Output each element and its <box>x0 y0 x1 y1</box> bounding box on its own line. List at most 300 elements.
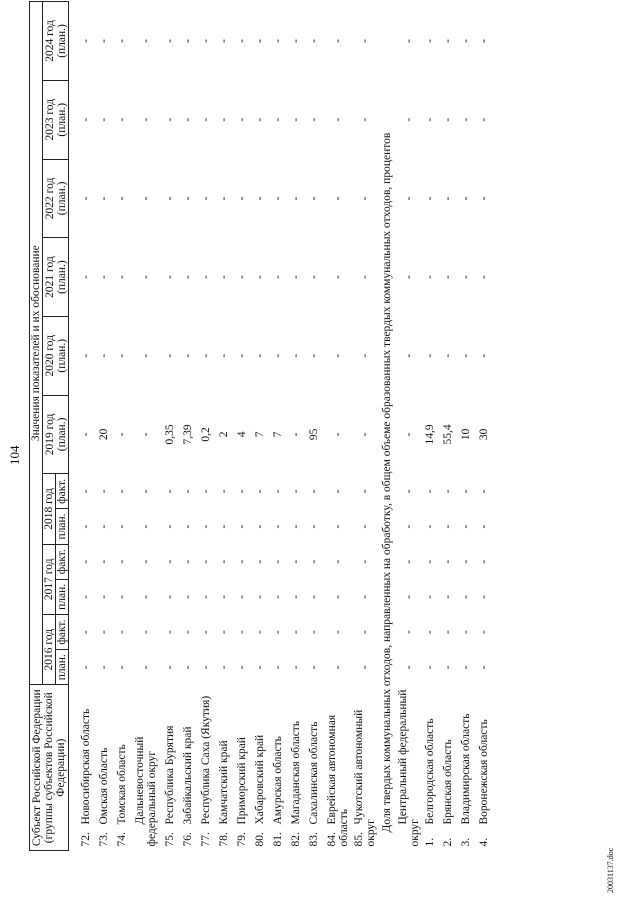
value-cell: - <box>308 117 320 122</box>
table-row <box>421 2 439 851</box>
value-cell: - <box>442 665 454 670</box>
value-cell: - <box>200 196 212 201</box>
value-cell: - <box>272 196 284 201</box>
table-row <box>353 2 377 851</box>
row-number: 84. <box>326 832 338 847</box>
value-cell: - <box>272 594 284 599</box>
value-cell: - <box>80 489 92 494</box>
value-cell: - <box>290 275 302 279</box>
row-number: 81. <box>272 832 284 847</box>
value-cell: - <box>442 196 454 201</box>
value-cell: - <box>116 524 128 529</box>
value-cell: - <box>478 117 490 122</box>
value-2019-cell: 0,35 <box>164 424 176 445</box>
value-cell: - <box>116 594 128 599</box>
value-cell: - <box>424 630 436 635</box>
value-cell: - <box>80 630 92 635</box>
table-body <box>69 2 494 851</box>
value-cell: - <box>98 489 110 494</box>
value-cell: - <box>98 559 110 564</box>
value-cell: - <box>272 630 284 635</box>
value-cell: - <box>290 117 302 122</box>
value-cell: - <box>290 196 302 201</box>
value-cell: - <box>254 39 266 43</box>
value-cell: - <box>80 196 92 201</box>
value-cell: - <box>424 524 436 529</box>
subject-name-cell <box>305 685 323 851</box>
value-cell: - <box>272 275 284 279</box>
subject-name: Камчатский край <box>218 740 230 825</box>
value-cell: - <box>359 594 371 599</box>
value-cell: - <box>442 524 454 529</box>
value-cell: - <box>164 559 176 564</box>
value-cell: - <box>236 353 248 358</box>
subject-name: Дальневосточный федеральный округ <box>134 736 158 847</box>
value-cell: - <box>164 594 176 599</box>
value-2019-cell: - <box>403 432 415 437</box>
value-cell: - <box>290 489 302 494</box>
value-cell: - <box>290 39 302 43</box>
value-cell: - <box>403 524 415 529</box>
value-cell: - <box>200 630 212 635</box>
table-row <box>95 2 113 851</box>
value-cell: - <box>460 594 472 599</box>
table-row <box>269 2 287 851</box>
table-row <box>397 2 421 851</box>
value-2019-cell: 7 <box>254 431 266 438</box>
value-cell: - <box>308 559 320 564</box>
value-cell: - <box>290 559 302 564</box>
value-2019-cell: 7,39 <box>182 424 194 445</box>
value-cell: - <box>359 524 371 529</box>
value-cell: - <box>460 489 472 494</box>
value-cell: - <box>332 39 344 43</box>
value-cell: - <box>254 665 266 670</box>
value-cell: - <box>98 630 110 635</box>
row-number: 79. <box>236 832 248 847</box>
row-number: 85. <box>353 832 365 847</box>
subject-name: Белгородская область <box>424 718 436 825</box>
table-row <box>323 2 353 851</box>
row-number: 77. <box>200 832 212 847</box>
value-cell: - <box>424 594 436 599</box>
value-cell: - <box>98 353 110 358</box>
table-row <box>439 2 457 851</box>
page-number: 104 <box>7 445 22 465</box>
value-cell: - <box>218 559 230 564</box>
value-cell: - <box>359 630 371 635</box>
value-cell: - <box>478 489 490 494</box>
value-cell: - <box>290 524 302 529</box>
value-cell: - <box>403 594 415 599</box>
value-cell: - <box>290 353 302 358</box>
value-cell: - <box>236 39 248 43</box>
value-cell: - <box>478 594 490 599</box>
value-cell: - <box>116 489 128 494</box>
value-2019-cell: - <box>116 432 128 437</box>
value-cell: - <box>359 559 371 564</box>
value-cell: - <box>236 594 248 599</box>
value-cell: - <box>359 117 371 122</box>
table-row <box>197 2 215 851</box>
value-cell: - <box>308 353 320 358</box>
value-cell: - <box>200 117 212 122</box>
table-row <box>113 2 131 851</box>
value-cell: - <box>98 196 110 201</box>
row-number: 80. <box>254 832 266 847</box>
value-cell: - <box>218 39 230 43</box>
row-number: 4. <box>478 837 490 847</box>
value-cell: - <box>403 39 415 43</box>
subject-name-cell <box>439 685 457 851</box>
value-cell: - <box>116 275 128 279</box>
year-2017-header: 2017 год <box>43 544 56 614</box>
value-cell: - <box>140 353 152 358</box>
value-cell: - <box>236 524 248 529</box>
value-cell: - <box>140 117 152 122</box>
value-cell: - <box>442 594 454 599</box>
subject-name-cell <box>161 685 179 851</box>
value-cell: - <box>116 630 128 635</box>
subject-name: Магаданская область <box>290 720 302 825</box>
value-cell: - <box>460 39 472 43</box>
value-cell: - <box>478 39 490 43</box>
value-cell: - <box>236 630 248 635</box>
value-cell: - <box>308 39 320 43</box>
value-2019-cell: 7 <box>272 431 284 438</box>
subject-name-cell <box>323 685 353 851</box>
value-cell: - <box>442 353 454 358</box>
fact-2017-header: факт. <box>56 544 69 579</box>
value-cell: - <box>116 559 128 564</box>
fact-2018-header: факт. <box>56 474 69 509</box>
value-cell: - <box>98 275 110 279</box>
year-2018-header: 2018 год <box>43 474 56 544</box>
value-cell: - <box>442 559 454 564</box>
table-row <box>233 2 251 851</box>
value-cell: - <box>140 665 152 670</box>
value-cell: - <box>80 665 92 670</box>
subject-name: Еврейская автономная область <box>326 714 350 847</box>
value-cell: - <box>218 524 230 529</box>
value-cell: - <box>424 275 436 279</box>
value-cell: - <box>182 665 194 670</box>
value-cell: - <box>359 196 371 201</box>
value-2019-cell: - <box>359 432 371 437</box>
value-cell: - <box>254 196 266 201</box>
value-cell: - <box>182 630 194 635</box>
value-cell: - <box>80 559 92 564</box>
value-cell: - <box>98 665 110 670</box>
value-cell: - <box>164 524 176 529</box>
value-cell: - <box>332 275 344 279</box>
value-cell: - <box>359 39 371 43</box>
subject-name-cell <box>215 685 233 851</box>
value-cell: - <box>254 117 266 122</box>
table-row <box>161 2 179 851</box>
year-2022-header: 2022 год (план.) <box>43 159 69 238</box>
value-cell: - <box>164 196 176 201</box>
value-cell: - <box>290 630 302 635</box>
value-cell: - <box>424 489 436 494</box>
subject-name: Новосибирская область <box>80 708 92 825</box>
subject-name-cell <box>421 685 439 851</box>
value-cell: - <box>200 353 212 358</box>
document-code: 20031137.doc <box>606 847 615 893</box>
subject-name: Брянская область <box>442 739 454 825</box>
value-cell: - <box>272 353 284 358</box>
value-cell: - <box>218 353 230 358</box>
value-cell: - <box>116 665 128 670</box>
value-cell: - <box>403 630 415 635</box>
subject-name-cell <box>353 685 377 851</box>
plan-2018-header: план. <box>56 509 69 544</box>
table-row <box>287 2 305 851</box>
subject-name: Республика Бурятия <box>164 725 176 825</box>
value-cell: - <box>164 275 176 279</box>
value-cell: - <box>80 39 92 43</box>
value-cell: - <box>164 39 176 43</box>
value-2019-cell: 4 <box>236 431 248 438</box>
table-row <box>457 2 475 851</box>
table-row <box>215 2 233 851</box>
value-cell: - <box>424 117 436 122</box>
value-2019-cell: - <box>332 432 344 437</box>
row-number: 3. <box>460 837 472 847</box>
value-cell: - <box>140 630 152 635</box>
value-cell: - <box>182 489 194 494</box>
value-cell: - <box>182 117 194 122</box>
subject-name-cell <box>251 685 269 851</box>
subject-name: Забайкальский край <box>182 726 194 825</box>
value-cell: - <box>200 39 212 43</box>
value-cell: - <box>308 630 320 635</box>
value-cell: - <box>478 630 490 635</box>
subject-name: Воронежская область <box>478 719 490 825</box>
value-2019-cell: 2 <box>218 431 230 438</box>
table-row <box>131 2 161 851</box>
plan-2016-header: план. <box>56 650 69 685</box>
value-cell: - <box>460 117 472 122</box>
value-cell: - <box>140 489 152 494</box>
row-number: 82. <box>290 832 302 847</box>
value-cell: - <box>442 489 454 494</box>
value-cell: - <box>140 196 152 201</box>
value-cell: - <box>442 630 454 635</box>
value-cell: - <box>308 665 320 670</box>
subject-name: Томская область <box>116 744 128 825</box>
table-row <box>179 2 197 851</box>
value-cell: - <box>359 489 371 494</box>
value-cell: - <box>182 594 194 599</box>
table-row <box>251 2 269 851</box>
value-cell: - <box>98 594 110 599</box>
value-2019-cell: 30 <box>478 428 490 441</box>
value-cell: - <box>359 665 371 670</box>
value-cell: - <box>200 524 212 529</box>
value-cell: - <box>116 117 128 122</box>
row-number: 76. <box>182 832 194 847</box>
value-cell: - <box>332 594 344 599</box>
value-2019-cell: 0,2 <box>200 427 212 442</box>
value-cell: - <box>424 665 436 670</box>
value-cell: - <box>442 39 454 43</box>
subject-name-cell <box>95 685 113 851</box>
value-cell: - <box>182 524 194 529</box>
value-cell: - <box>460 559 472 564</box>
value-cell: - <box>116 39 128 43</box>
value-cell: - <box>164 353 176 358</box>
value-cell: - <box>140 594 152 599</box>
value-cell: - <box>403 117 415 122</box>
subject-name-cell <box>131 685 161 851</box>
value-cell: - <box>424 353 436 358</box>
value-cell: - <box>442 275 454 279</box>
value-cell: - <box>98 39 110 43</box>
value-cell: - <box>332 559 344 564</box>
value-cell: - <box>460 665 472 670</box>
value-2019-cell: 20 <box>98 428 110 441</box>
subject-name: Республика Саха (Якутия) <box>200 695 212 825</box>
value-cell: - <box>140 39 152 43</box>
value-cell: - <box>182 275 194 279</box>
value-cell: - <box>290 665 302 670</box>
value-cell: - <box>308 196 320 201</box>
value-cell: - <box>80 594 92 599</box>
value-cell: - <box>272 39 284 43</box>
fact-2016-header: факт. <box>56 615 69 650</box>
year-2024-header: 2024 год (план.) <box>43 2 69 81</box>
row-number: 1. <box>424 837 436 847</box>
value-cell: - <box>182 559 194 564</box>
value-cell: - <box>424 39 436 43</box>
subject-name-cell <box>457 685 475 851</box>
plan-2017-header: план. <box>56 579 69 614</box>
value-cell: - <box>460 275 472 279</box>
table-row <box>69 2 96 851</box>
value-cell: - <box>460 630 472 635</box>
subject-name-cell <box>179 685 197 851</box>
value-cell: - <box>200 559 212 564</box>
value-cell: - <box>308 275 320 279</box>
value-cell: - <box>254 559 266 564</box>
year-2023-header: 2023 год (план.) <box>43 80 69 159</box>
value-cell: - <box>80 275 92 279</box>
value-cell: - <box>460 524 472 529</box>
value-cell: - <box>460 196 472 201</box>
value-cell: - <box>272 489 284 494</box>
year-2016-header: 2016 год <box>43 615 56 685</box>
value-cell: - <box>200 275 212 279</box>
value-cell: - <box>182 39 194 43</box>
value-cell: - <box>442 117 454 122</box>
value-cell: - <box>140 559 152 564</box>
value-cell: - <box>218 630 230 635</box>
row-number: 2. <box>442 837 454 847</box>
value-cell: - <box>164 117 176 122</box>
value-cell: - <box>478 524 490 529</box>
subject-name: Амурская область <box>272 736 284 825</box>
value-cell: - <box>478 665 490 670</box>
value-cell: - <box>254 524 266 529</box>
table-row <box>475 2 493 851</box>
value-cell: - <box>272 117 284 122</box>
value-cell: - <box>80 117 92 122</box>
value-cell: - <box>424 559 436 564</box>
value-cell: - <box>236 196 248 201</box>
value-cell: - <box>359 353 371 358</box>
value-2019-cell: 95 <box>308 428 320 441</box>
value-cell: - <box>200 594 212 599</box>
value-cell: - <box>116 196 128 201</box>
value-cell: - <box>218 117 230 122</box>
value-cell: - <box>332 489 344 494</box>
value-cell: - <box>80 524 92 529</box>
value-cell: - <box>164 665 176 670</box>
value-cell: - <box>272 665 284 670</box>
subject-name: Центральный федеральный округ <box>397 689 421 847</box>
value-cell: - <box>403 275 415 279</box>
value-cell: - <box>182 196 194 201</box>
value-cell: - <box>478 275 490 279</box>
value-cell: - <box>236 117 248 122</box>
row-number: 78. <box>218 832 230 847</box>
subject-name-cell <box>269 685 287 851</box>
value-cell: - <box>290 594 302 599</box>
subject-name: Владимирская область <box>460 713 472 825</box>
value-cell: - <box>236 559 248 564</box>
row-number: 72. <box>80 832 92 847</box>
value-2019-cell: 55,4 <box>442 424 454 445</box>
value-cell: - <box>218 489 230 494</box>
value-cell: - <box>116 353 128 358</box>
value-cell: - <box>308 594 320 599</box>
value-cell: - <box>478 353 490 358</box>
value-cell: - <box>254 594 266 599</box>
value-cell: - <box>140 524 152 529</box>
subject-name-cell <box>287 685 305 851</box>
subject-name: Омская область <box>98 747 110 825</box>
value-cell: - <box>332 524 344 529</box>
year-2021-header: 2021 год (план.) <box>43 238 69 317</box>
value-cell: - <box>164 630 176 635</box>
value-cell: - <box>332 353 344 358</box>
value-2019-cell: - <box>140 432 152 437</box>
subject-name: Чукотский автономный округ <box>353 709 377 847</box>
subject-name-cell <box>69 685 96 851</box>
row-number: 75. <box>164 832 176 847</box>
table-header <box>30 2 69 851</box>
value-cell: - <box>236 489 248 494</box>
value-2019-cell: - <box>80 432 92 437</box>
value-cell: - <box>359 275 371 279</box>
value-cell: - <box>182 353 194 358</box>
subject-name: Сахалинская область <box>308 721 320 825</box>
value-cell: - <box>218 665 230 670</box>
value-cell: - <box>164 489 176 494</box>
value-cell: - <box>424 196 436 201</box>
value-cell: - <box>254 630 266 635</box>
value-cell: - <box>236 665 248 670</box>
value-cell: - <box>98 117 110 122</box>
value-cell: - <box>254 489 266 494</box>
value-cell: - <box>460 353 472 358</box>
subject-name-cell <box>233 685 251 851</box>
value-cell: - <box>236 275 248 279</box>
value-cell: - <box>80 353 92 358</box>
value-cell: - <box>254 275 266 279</box>
value-cell: - <box>218 196 230 201</box>
